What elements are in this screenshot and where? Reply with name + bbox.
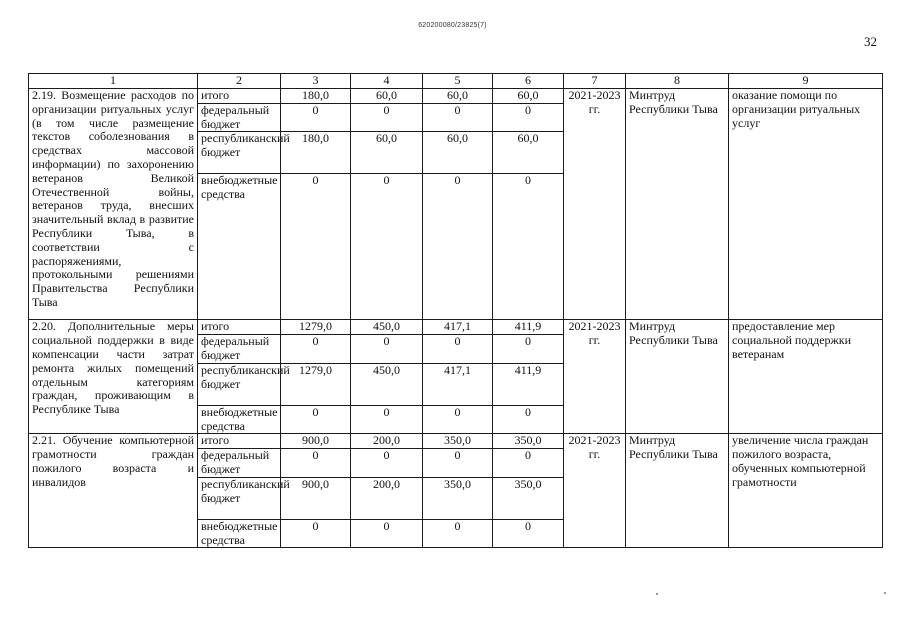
table-row <box>29 320 883 335</box>
value-cell: 0 <box>351 405 423 434</box>
value-cell: 200,0 <box>351 477 423 519</box>
source-cell: республиканский бюджет <box>198 132 281 174</box>
source-cell: итого <box>198 434 281 449</box>
header-cell: 7 <box>564 74 626 89</box>
header-cell: 3 <box>281 74 351 89</box>
table-row <box>29 89 883 104</box>
value-cell: 60,0 <box>493 132 564 174</box>
header-cell: 4 <box>351 74 423 89</box>
value-cell: 0 <box>281 103 351 132</box>
value-cell: 350,0 <box>423 434 493 449</box>
value-cell: 60,0 <box>351 132 423 174</box>
header-cell: 9 <box>729 74 883 89</box>
period-cell: 2021-2023 гг. <box>564 434 626 548</box>
value-cell: 0 <box>281 335 351 364</box>
value-cell: 0 <box>281 519 351 548</box>
value-cell: 0 <box>351 449 423 478</box>
value-cell: 411,9 <box>493 363 564 405</box>
value-cell: 0 <box>423 449 493 478</box>
value-cell: 0 <box>493 103 564 132</box>
value-cell: 60,0 <box>423 89 493 104</box>
value-cell: 350,0 <box>493 477 564 519</box>
program-table <box>28 73 883 548</box>
header-cell: 8 <box>626 74 729 89</box>
value-cell: 450,0 <box>351 363 423 405</box>
source-cell: итого <box>198 320 281 335</box>
result-cell: оказание помощи по организации ритуальных услуг <box>729 89 883 320</box>
value-cell: 0 <box>281 405 351 434</box>
value-cell: 0 <box>281 174 351 320</box>
value-cell: 0 <box>351 174 423 320</box>
value-cell: 417,1 <box>423 363 493 405</box>
value-cell: 417,1 <box>423 320 493 335</box>
source-cell: республиканский бюджет <box>198 363 281 405</box>
value-cell: 200,0 <box>351 434 423 449</box>
value-cell: 0 <box>423 335 493 364</box>
period-cell: 2021-2023 гг. <box>564 320 626 434</box>
header-cell: 2 <box>198 74 281 89</box>
value-cell: 60,0 <box>351 89 423 104</box>
value-cell: 0 <box>493 335 564 364</box>
source-cell: внебюджетные средства <box>198 174 281 320</box>
value-cell: 0 <box>351 103 423 132</box>
value-cell: 0 <box>423 405 493 434</box>
value-cell: 350,0 <box>493 434 564 449</box>
value-cell: 180,0 <box>281 132 351 174</box>
value-cell: 0 <box>423 519 493 548</box>
source-cell: федеральный бюджет <box>198 449 281 478</box>
value-cell: 0 <box>351 519 423 548</box>
value-cell: 0 <box>493 405 564 434</box>
header-cell: 1 <box>29 74 198 89</box>
value-cell: 1279,0 <box>281 363 351 405</box>
result-cell: увеличение числа граждан пожилого возраста, обученных компьютерной грамотности <box>729 434 883 548</box>
page-number: 32 <box>864 34 877 49</box>
source-cell: итого <box>198 89 281 104</box>
source-cell: внебюджетные средства <box>198 519 281 548</box>
value-cell: 450,0 <box>351 320 423 335</box>
source-cell: республиканский бюджет <box>198 477 281 519</box>
value-cell: 1279,0 <box>281 320 351 335</box>
measure-cell: 2.21. Обучение компьютерной грамотности граждан пожилого возраста и инвалидов <box>29 434 198 548</box>
source-cell: внебюджетные средства <box>198 405 281 434</box>
source-cell: федеральный бюджет <box>198 103 281 132</box>
scan-speck <box>656 593 658 595</box>
executor-cell: Минтруд Республики Тыва <box>626 89 729 320</box>
value-cell: 60,0 <box>423 132 493 174</box>
value-cell: 0 <box>493 449 564 478</box>
value-cell: 0 <box>351 335 423 364</box>
value-cell: 350,0 <box>423 477 493 519</box>
header-cell: 5 <box>423 74 493 89</box>
header-cell: 6 <box>493 74 564 89</box>
value-cell: 900,0 <box>281 434 351 449</box>
table-row <box>29 434 883 449</box>
value-cell: 0 <box>423 174 493 320</box>
measure-cell: 2.19. Возмещение расходов по организации ритуальных услуг (в том числе размещение текстов соболезнования в средствах массовой информации) по захоронению ветеранов Великой Отечественной войны, ветеранов труда, внесших значительный вклад в развитие Республики Тыва, в соответствии с распоряжениями, протокольными решениями Правительства Республики Тыва <box>29 89 198 320</box>
value-cell: 0 <box>493 519 564 548</box>
executor-cell: Минтруд Республики Тыва <box>626 320 729 434</box>
value-cell: 60,0 <box>493 89 564 104</box>
source-cell: федеральный бюджет <box>198 335 281 364</box>
value-cell: 0 <box>493 174 564 320</box>
scan-speck <box>884 592 886 594</box>
executor-cell: Минтруд Республики Тыва <box>626 434 729 548</box>
value-cell: 0 <box>423 103 493 132</box>
value-cell: 180,0 <box>281 89 351 104</box>
value-cell: 0 <box>281 449 351 478</box>
result-cell: предоставление мер социальной поддержки ветеранам <box>729 320 883 434</box>
measure-cell: 2.20. Дополнительные меры социальной поддержки в виде компенсации части затрат ремонта жилых помещений отдельным категориям граждан, проживающим в Республике Тыва <box>29 320 198 434</box>
header-row <box>29 74 883 89</box>
document-id: 620200080/23825(7) <box>418 22 487 29</box>
value-cell: 900,0 <box>281 477 351 519</box>
period-cell: 2021-2023 гг. <box>564 89 626 320</box>
value-cell: 411,9 <box>493 320 564 335</box>
